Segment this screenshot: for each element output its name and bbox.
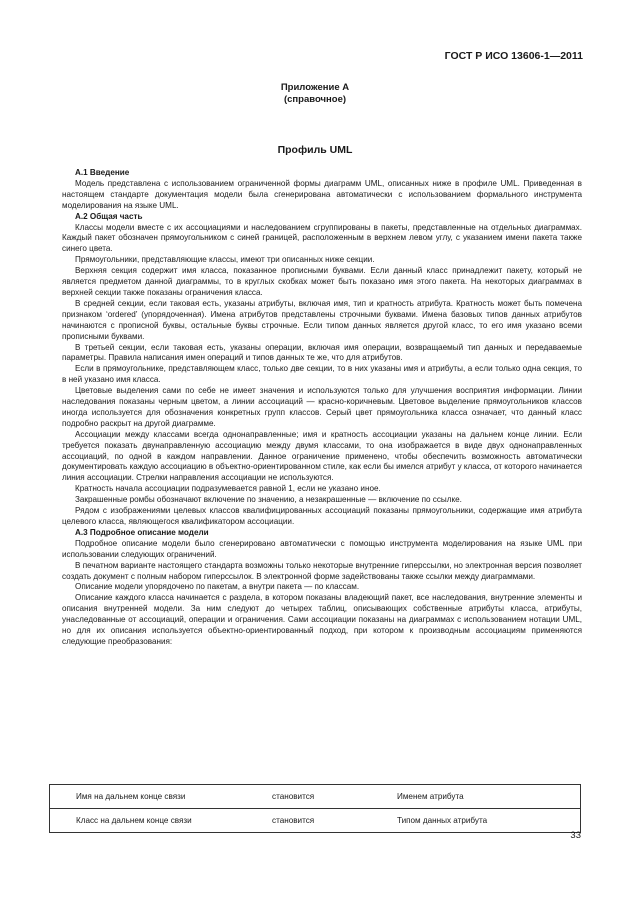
table-cell: становится xyxy=(272,785,397,809)
paragraph: Ассоциации между классами всегда однонаправленные; имя и кратность ассоциации указаны на дальнем конце линии. Если требуется показать двунаправленную ассоциацию между двумя классами, то она изображается в виде двух однонаправленных ассоциаций, по одной в каждом направлении. Данное ограничение применено, чтобы обеспечить возможность автоматически документировать каждую ассоциацию в объектно-ориентированном стиле, как если бы имелся атрибут у класса, от которого начинается линия ассоциации. Стрелки направления ассоциации не используются. xyxy=(62,429,582,483)
paragraph: В печатном варианте настоящего стандарта возможны только некоторые внутренние гиперссылки, но электронная версия позволяет создать документ с полным набором гиперссылок. В электронной форме задействованы также ссылки между диаграммами. xyxy=(62,560,582,581)
paragraph: Описание каждого класса начинается с раздела, в котором показаны владеющий пакет, все наследования, внутренние элементы и описания внутренней модели. За ним следуют до четырех таблиц, описывающих собственные атрибуты класса, атрибуты, унаследованные от ассоциаций, операции и ограничения. Сами ассоциации показаны на диаграммах с использованием нотации UML, но для их описания используется объектно-ориентированный подход, при котором к производным ассоциациям применяются следующие преобразования: xyxy=(62,593,582,646)
table-row xyxy=(50,809,581,833)
section-heading: А.2 Общая часть xyxy=(75,211,143,221)
table-cell: Именем атрибута xyxy=(397,785,581,809)
annex-title: Приложение А xyxy=(280,82,350,93)
paragraph: Цветовые выделения сами по себе не имеет значения и используются только для улучшения восприятия информации. Линии наследования показаны черным цветом, а линии ассоциаций — красно-коричневым. Цветовое выделение прямоугольников классов иногда используется для обозначения конкретных групп классов. Серый цвет прямоугольника класса означает, что данный класс подробно раскрыт на другой диаграмме. xyxy=(62,386,582,428)
table-cell: Типом данных атрибута xyxy=(397,809,581,833)
section-heading: А.1 Введение xyxy=(75,168,130,177)
section-heading: А.3 Подробное описание модели xyxy=(75,527,209,537)
page-title: Профиль UML xyxy=(277,144,353,156)
table-row xyxy=(50,785,581,809)
table-cell: Имя на дальнем конце связи xyxy=(50,785,273,809)
paragraph: В третьей секции, если таковая есть, указаны операции, включая имя операции, возвращаемый тип данных и передаваемые параметры. Правила написания имен операций и типов данных те же, что для атрибутов. xyxy=(62,342,582,363)
paragraph: Описание модели упорядочено по пакетам, а внутри пакета — по классам. xyxy=(75,582,360,592)
paragraph: Модель представлена с использованием ограниченной формы диаграмм UML, описанных ниже в профиле UML. Приведенная в настоящем стандарте документация модели была сгенерирована автоматически с использованием формального инструмента моделирования на языке UML. xyxy=(62,178,582,210)
document-header: ГОСТ Р ИСО 13606-1—2011 xyxy=(444,50,583,62)
paragraph: В средней секции, если таковая есть, указаны атрибуты, включая имя, тип и кратность атрибута. Кратность может быть помечена признаком ‘ordered’ (упорядоченная). Имена атрибутов представлены строчными буквами. Имена базовых типов данных атрибутов начинаются с прописной буквы, остальные буквы строчные. Если типом данных является другой класс, то его имя указано всеми прописными буквами. xyxy=(62,298,582,341)
table-cell: становится xyxy=(272,809,397,833)
paragraph: Верхняя секция содержит имя класса, показанное прописными буквами. Если данный класс принадлежит пакету, который не является предметом данной диаграммы, то в круглых скобках может быть показано имя этого пакета. На некоторых диаграммах в верхней секции также показаны ограничения класса. xyxy=(62,266,582,297)
annex-label xyxy=(0,82,630,106)
transformation-table xyxy=(49,784,581,833)
paragraph: Если в прямоугольнике, представляющем класс, только две секции, то в них указаны имя и атрибуты, а если только одна секция, то в ней указано имя класса. xyxy=(62,364,582,385)
table-cell: Класс на дальнем конце связи xyxy=(50,809,273,833)
paragraph: Кратность начала ассоциации подразумевается равной 1, если не указано иное. xyxy=(75,484,381,494)
document-body xyxy=(62,168,582,648)
paragraph: Классы модели вместе с их ассоциациями и наследованием сгруппированы в пакеты, представленные на отдельных диаграммах. Каждый пакет обозначен прямоугольником с синей границей, расположенным в верхнем левом углу, с указанием имени пакета также синего цвета. xyxy=(62,222,582,254)
paragraph: Подробное описание модели было сгенерировано автоматически с помощью инструмента моделирования на языке UML при использовании следующих ограничений. xyxy=(62,538,582,559)
annex-type: (справочное) xyxy=(283,94,347,105)
page-number: 33 xyxy=(570,830,581,841)
paragraph: Прямоугольники, представляющие классы, имеют три описанных ниже секции. xyxy=(75,255,375,265)
paragraph: Рядом с изображениями целевых классов квалифицированных ассоциаций показаны прямоугольники, содержащие имя атрибута целевого класса, являющегося квалификатором ассоциации. xyxy=(62,506,582,526)
paragraph: Закрашенные ромбы обозначают включение по значению, а незакрашенные — включение по ссылке. xyxy=(75,495,462,505)
